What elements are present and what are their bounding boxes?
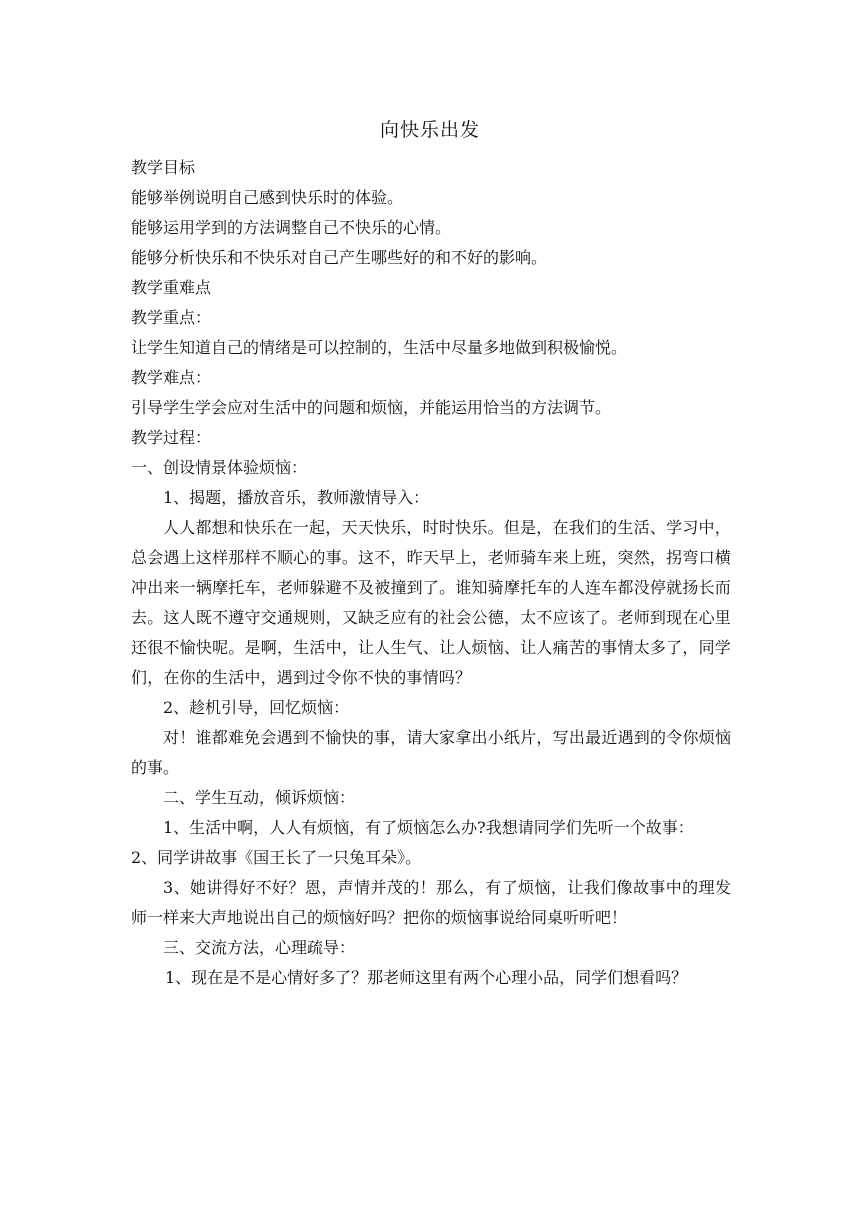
difficult-point-text: 引导学生学会应对生活中的问题和烦恼，并能运用恰当的方法调节。 [131,398,612,417]
story-paragraph: 人人都想和快乐在一起，天天快乐，时时快乐。但是，在我们的生活、学习中，总会遇上这样那样不顺心的事。这不，昨天早上，老师骑车来上班，突然，拐弯口横冲出来一辆摩托车，老师躲避不及被撞到了。谁知骑摩托车的人连车都没停就扬长而去。这人既不遵守交通规则，又缺乏应有的社会公德，太不应该了。老师到现在心里还很不愉快呢。是啊，生活中，让人生气、让人烦恼、让人痛苦的事情太多了，同学们，在你的生活中，遇到过令你不快的事情吗？ [131,518,731,687]
heading-difficult-point: 教学难点： [131,368,212,387]
goal-item-2: 能够运用学到的方法调整自己不快乐的心情。 [131,218,452,237]
section-3-heading: 三、交流方法，心理疏导： [163,938,356,957]
section-2-heading: 二、学生互动，倾诉烦恼： [163,788,356,807]
step-2-1: 1、生活中啊，人人有烦恼，有了烦恼怎么办?我想请同学们先听一个故事： [163,818,694,837]
step-2-2: 2、同学讲故事《国王长了一只兔耳朵》。 [131,848,422,867]
step-3-1: 1、现在是不是心情好多了？那老师这里有两个心理小品，同学们想看吗？ [165,968,688,987]
step-1-2: 2、趁机引导，回忆烦恼： [163,698,350,717]
goal-item-1: 能够举例说明自己感到快乐时的体验。 [131,188,404,207]
step-1-1: 1、揭题，播放音乐，教师激情导入： [163,488,430,507]
heading-key-point: 教学重点： [131,308,212,327]
step-2-3: 3、她讲得好不好？恩，声情并茂的！那么，有了烦恼，让我们像故事中的理发师一样来大声地说出自己的烦恼好吗？把你的烦恼事说给同桌听听吧！ [131,878,731,927]
goal-item-3: 能够分析快乐和不快乐对自己产生哪些好的和不好的影响。 [131,248,548,267]
document-body [131,153,731,993]
section-1-heading: 一、创设情景体验烦恼： [131,458,308,477]
heading-key-difficult-points: 教学重难点 [131,278,212,297]
key-point-text: 让学生知道自己的情绪是可以控制的，生活中尽量多地做到积极愉悦。 [131,338,628,357]
heading-teaching-goals: 教学目标 [131,158,196,177]
recall-paragraph: 对！谁都难免会遇到不愉快的事，请大家拿出小纸片，写出最近遇到的令你烦恼的事。 [131,728,731,777]
heading-teaching-process: 教学过程： [131,428,212,447]
document-title: 向快乐出发 [379,119,480,141]
